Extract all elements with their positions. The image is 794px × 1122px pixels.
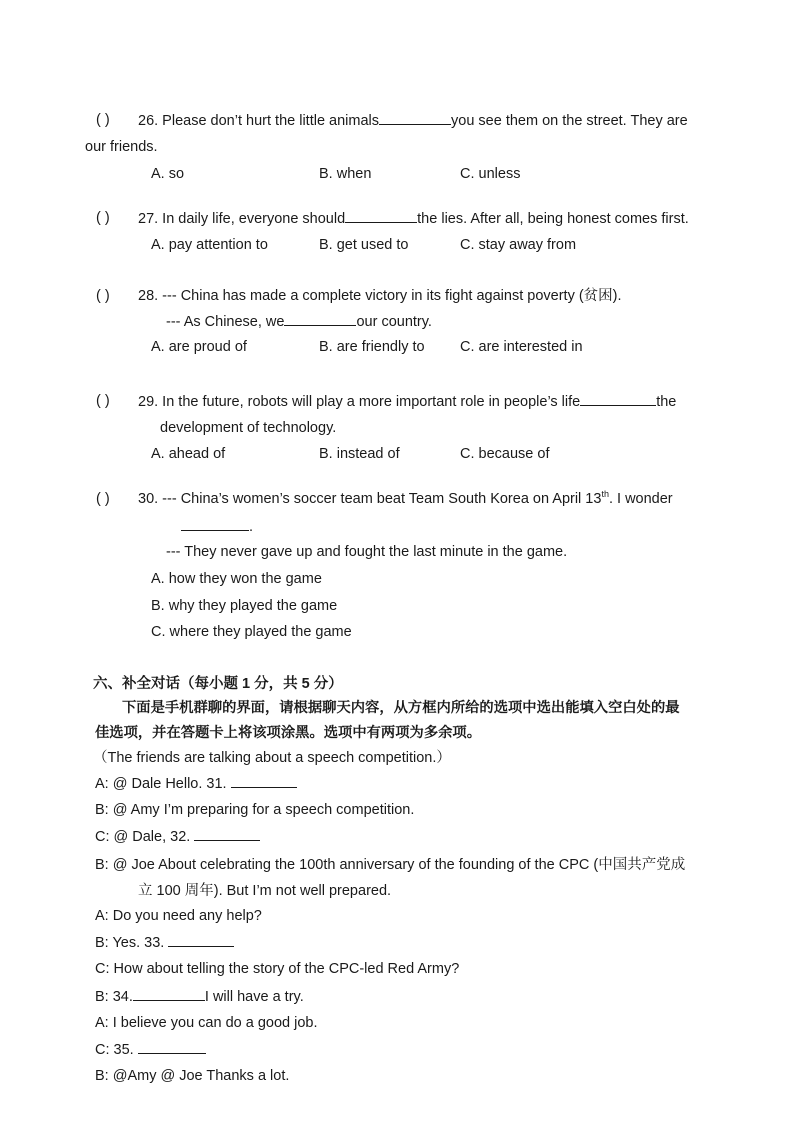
question-29 (138, 392, 676, 411)
question-30-superscript: th (601, 489, 609, 500)
question-26-continued: our friends. (85, 139, 158, 155)
question-29-continued: development of technology. (160, 420, 337, 436)
answer-bracket-29: ( ) (96, 393, 110, 409)
dialogue-line-b2-continued: 立 100 周年). But I’m not well prepared. (138, 883, 392, 899)
answer-blank-33 (168, 933, 234, 947)
question-28: 28. --- China has made a complete victory in its fight against poverty (贫困). (138, 288, 622, 304)
answer-bracket-30: ( ) (96, 491, 110, 507)
option-27-c: C. stay away from (460, 237, 577, 253)
option-29-c: C. because of (460, 446, 550, 462)
option-26-a: A. so (151, 166, 185, 182)
dialogue-context-note: （The friends are talking about a speech competition.） (93, 750, 451, 766)
answer-blank-30 (181, 517, 249, 531)
option-28-c: C. are interested in (460, 339, 583, 355)
question-29-text: 29. In the future, robots will play a more important role in people’s life (138, 394, 581, 410)
answer-blank-29 (580, 392, 656, 406)
dialogue-line-b4: B: @Amy @ Joe Thanks a lot. (95, 1068, 290, 1084)
question-30-text: 30. --- China’s women’s soccer team beat Team South Korea on April 13 (138, 491, 602, 507)
question-26-text: 26. Please don’t hurt the little animals (138, 113, 379, 129)
option-27-b: B. get used to (319, 237, 409, 253)
question-27 (138, 209, 689, 228)
dialogue-line-35 (95, 1040, 206, 1059)
answer-blank-26 (379, 111, 451, 125)
question-30-blank-period: . (249, 519, 254, 535)
option-30-b: B. why they played the game (151, 598, 338, 614)
option-30-c: C. where they played the game (151, 624, 352, 640)
question-30-blank-line (181, 517, 253, 536)
answer-bracket-28: ( ) (96, 288, 110, 304)
question-27-text-after: the lies. After all, being honest comes first. (417, 211, 689, 227)
question-30 (138, 490, 673, 508)
dialogue-line-b1: B: @ Amy I’m preparing for a speech competition. (95, 802, 415, 818)
dialogue-line-35-text: C: 35. (95, 1042, 134, 1058)
question-26 (138, 111, 688, 130)
question-30-reply: --- They never gave up and fought the last minute in the game. (166, 544, 568, 560)
option-28-b: B. are friendly to (319, 339, 425, 355)
question-26-text-after: you see them on the street. They are (451, 113, 688, 129)
answer-blank-27 (345, 209, 417, 223)
section-6-heading: 六、补全对话（每小题 1 分，共 5 分） (93, 676, 343, 692)
dialogue-line-a2: A: Do you need any help? (95, 908, 262, 924)
dialogue-line-34 (95, 987, 304, 1006)
option-29-b: B. instead of (319, 446, 400, 462)
answer-blank-35 (138, 1040, 206, 1054)
dialogue-line-a3: A: I believe you can do a good job. (95, 1015, 318, 1031)
question-28-reply (166, 312, 432, 331)
dialogue-line-31-text: A: @ Dale Hello. 31. (95, 776, 227, 792)
dialogue-line-b2: B: @ Joe About celebrating the 100th anniversary of the founding of the CPC (中国共产党成 (95, 857, 686, 873)
answer-bracket-27: ( ) (96, 210, 110, 226)
answer-blank-34 (133, 987, 205, 1001)
answer-bracket-26: ( ) (96, 112, 110, 128)
question-29-text-after: the (656, 394, 677, 410)
option-28-a: A. are proud of (151, 339, 247, 355)
question-30-text-end: . I wonder (608, 491, 673, 507)
dialogue-line-32 (95, 827, 260, 846)
dialogue-line-33 (95, 933, 234, 952)
dialogue-line-32-text: C: @ Dale, 32. (95, 829, 191, 845)
option-26-c: C. unless (460, 166, 521, 182)
question-27-text: 27. In daily life, everyone should (138, 211, 346, 227)
answer-blank-32 (194, 827, 260, 841)
option-29-a: A. ahead of (151, 446, 226, 462)
dialogue-line-33-text: B: Yes. 33. (95, 935, 165, 951)
section-6-instruction-line-2: 佳选项，并在答题卡上将该项涂黑。选项中有两项为多余项。 (95, 725, 482, 741)
answer-blank-31 (231, 774, 297, 788)
question-28-reply-after: our country. (356, 314, 432, 330)
option-27-a: A. pay attention to (151, 237, 268, 253)
dialogue-line-31 (95, 774, 297, 793)
option-30-a: A. how they won the game (151, 571, 322, 587)
option-26-b: B. when (319, 166, 372, 182)
answer-blank-28 (284, 312, 356, 326)
dialogue-line-34-after: I will have a try. (204, 989, 304, 1005)
dialogue-line-34-text: B: 34. (95, 989, 133, 1005)
question-28-reply-text: --- As Chinese, we (166, 314, 285, 330)
section-6-instruction-line-1: 下面是手机群聊的界面，请根据聊天内容，从方框内所给的选项中选出能填入空白处的最 (122, 700, 680, 716)
dialogue-line-c2: C: How about telling the story of the CPC-led Red Army? (95, 961, 460, 977)
